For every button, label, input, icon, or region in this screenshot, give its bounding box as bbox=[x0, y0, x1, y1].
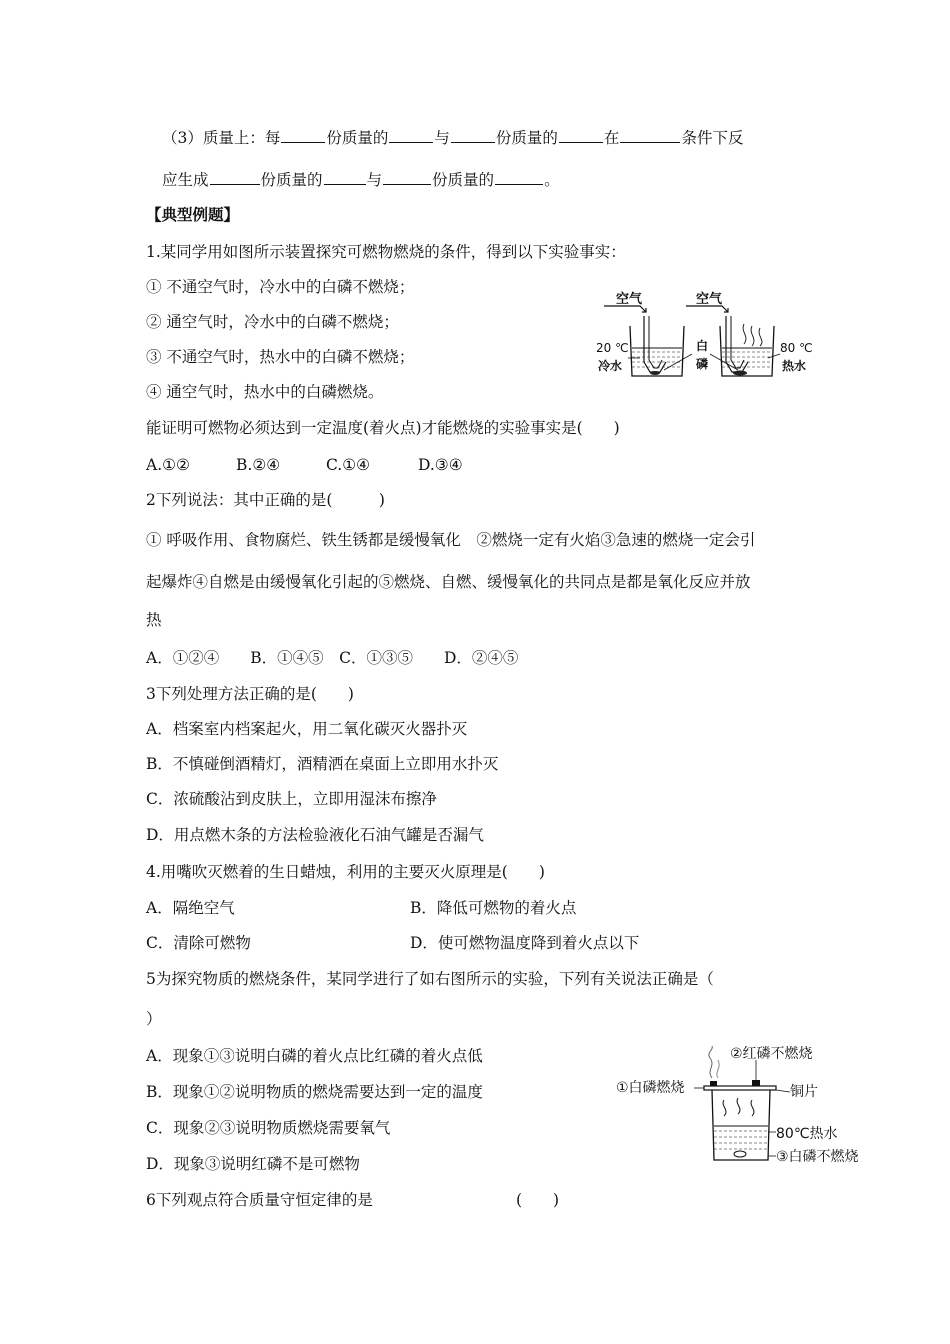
q1-option-c: C.①④ bbox=[326, 456, 371, 474]
q3-option-d: D．用点燃木条的方法检验液化石油气罐是否漏气 bbox=[146, 826, 484, 844]
q2-statement-line-3: 热 bbox=[146, 611, 162, 629]
q3-option-b: B．不慎碰倒酒精灯，酒精洒在桌面上立即用水扑灭 bbox=[146, 755, 499, 773]
white-phosphorus-burning-label: ①白磷燃烧 bbox=[616, 1080, 685, 1096]
q1-fact-2: ② 通空气时，冷水中的白磷不燃烧； bbox=[146, 313, 399, 331]
temp-label-left: 20 ℃ bbox=[596, 341, 629, 355]
q1-option-d: D.③④ bbox=[418, 456, 463, 474]
q1-fact-4: ④ 通空气时，热水中的白磷燃烧。 bbox=[146, 383, 384, 401]
temp-label-right: 80 ℃ bbox=[780, 341, 813, 355]
q1-option-a: A.①② bbox=[146, 456, 190, 474]
q2-statement-line-1: ① 呼吸作用、食物腐烂、铁生锈都是缓慢氧化 ②燃烧一定有火焰③急速的燃烧一定会引 bbox=[146, 531, 756, 549]
mass-relation-line-1: （3）质量上：每 份质量的 与 份质量的 在 条件下反 bbox=[162, 129, 744, 147]
water-label-left: 冷水 bbox=[598, 359, 623, 373]
hot-water-label: 80℃热水 bbox=[776, 1126, 838, 1142]
q1-question: 能证明可燃物必须达到一定温度(着火点)才能燃烧的实验事实是( ) bbox=[146, 419, 620, 437]
air-label-left: 空气 bbox=[616, 292, 643, 307]
copper-plate-experiment-figure bbox=[612, 1040, 874, 1168]
q3-stem: 3下列处理方法正确的是( ) bbox=[146, 685, 354, 703]
q4-option-c: C．清除可燃物 bbox=[146, 934, 251, 952]
q1-fact-3: ③ 不通空气时，热水中的白磷不燃烧； bbox=[146, 348, 415, 366]
q2-options: A．①②④ B．①④⑤ C．①③⑤ D．②④⑤ bbox=[146, 649, 519, 667]
q4-option-b: B．降低可燃物的着火点 bbox=[410, 899, 577, 917]
q4-option-a: A．隔绝空气 bbox=[146, 899, 235, 917]
q4-option-d: D．使可燃物温度降到着火点以下 bbox=[410, 934, 640, 952]
phosphorus-label-1: 白 bbox=[696, 339, 709, 353]
q5-stem-line-2: ） bbox=[146, 1010, 162, 1028]
phosphorus-label-2: 磷 bbox=[696, 357, 709, 371]
section-heading: 【典型例题】 bbox=[146, 205, 240, 224]
white-phosphorus-underwater-label: ③白磷不燃烧 bbox=[776, 1149, 859, 1165]
q5-stem-line-1: 5为探究物质的燃烧条件，某同学进行了如右图所示的实验，下列有关说法正确是（ bbox=[146, 970, 714, 988]
red-phosphorus-top-label: ②红磷不燃烧 bbox=[730, 1046, 813, 1062]
q1-fact-1: ① 不通空气时，冷水中的白磷不燃烧； bbox=[146, 278, 415, 296]
mass-relation-line-2: 应生成 份质量的 与 份质量的 。 bbox=[162, 171, 560, 189]
q1-stem: 1.某同学用如图所示装置探究可燃物燃烧的条件，得到以下实验事实： bbox=[146, 243, 626, 261]
q5-option-b: B．现象①②说明物质的燃烧需要达到一定的温度 bbox=[146, 1083, 483, 1101]
q2-stem: 2下列说法：其中正确的是( ) bbox=[146, 491, 385, 509]
copper-plate-label: 铜片 bbox=[790, 1084, 818, 1100]
q5-option-a: A．现象①③说明白磷的着火点比红磷的着火点低 bbox=[146, 1047, 483, 1065]
q3-option-a: A．档案室内档案起火，用二氧化碳灭火器扑灭 bbox=[146, 720, 468, 738]
q4-stem: 4.用嘴吹灭燃着的生日蜡烛，利用的主要灭火原理是( ) bbox=[146, 863, 545, 881]
q6-answer-paren: ( ) bbox=[516, 1191, 560, 1209]
water-label-right: 热水 bbox=[782, 359, 807, 373]
beaker-experiment-figure bbox=[592, 284, 824, 384]
q3-option-c: C．浓硫酸沾到皮肤上，立即用湿沫布擦净 bbox=[146, 790, 437, 808]
air-label-right: 空气 bbox=[696, 292, 723, 307]
q2-statement-line-2: 起爆炸④自燃是由缓慢氧化引起的⑤燃烧、自燃、缓慢氧化的共同点是都是氧化反应并放 bbox=[146, 573, 751, 591]
q5-option-d: D．现象③说明红磷不是可燃物 bbox=[146, 1155, 360, 1173]
q1-option-b: B.②④ bbox=[236, 456, 281, 474]
q6-stem: 6下列观点符合质量守恒定律的是 bbox=[146, 1191, 373, 1209]
q5-option-c: C．现象②③说明物质燃烧需要氧气 bbox=[146, 1119, 391, 1137]
